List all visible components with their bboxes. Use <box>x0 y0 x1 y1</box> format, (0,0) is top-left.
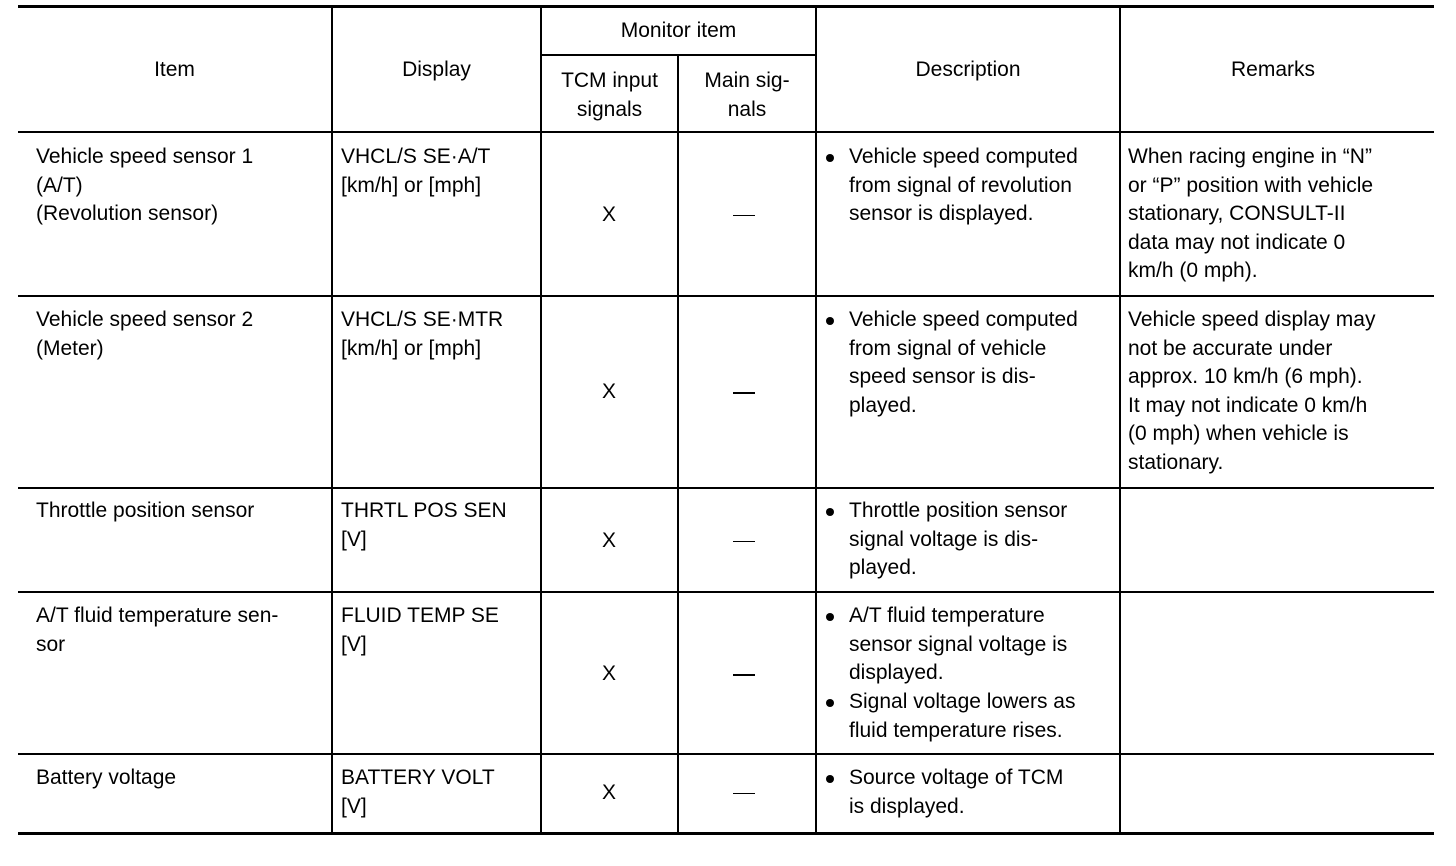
bullet-icon <box>826 699 834 707</box>
description-cell: A/T fluid temperature sensor signal voltage is displayed. <box>849 604 1068 684</box>
description-cell: Signal voltage lowers as fluid temperature rises. <box>849 690 1076 742</box>
column-divider <box>815 5 817 835</box>
description-cell: Vehicle speed computed from signal of vehicle speed sensor is dis- played. <box>849 308 1078 417</box>
tcm-input-mark: X <box>601 529 616 552</box>
tcm-input-mark: X <box>601 781 616 804</box>
item-cell: Vehicle speed sensor 1 (A/T) (Revolution sensor) <box>36 145 254 225</box>
bullet-icon <box>826 613 834 621</box>
display-cell: VHCL/S SE·A/T [km/h] or [mph] <box>341 145 491 197</box>
remarks-cell: When racing engine in “N” or “P” position with vehicle stationary, CONSULT-II data may not indicate 0 km/h (0 mph). <box>1128 145 1374 282</box>
bullet-icon <box>826 508 834 516</box>
column-divider <box>540 5 542 835</box>
column-divider <box>677 54 679 835</box>
row-divider <box>18 295 1434 297</box>
bullet-icon <box>826 317 834 325</box>
header-bottom-border <box>18 131 1434 133</box>
header-item: Item <box>154 58 195 81</box>
header-display: Display <box>402 58 471 81</box>
bullet-icon <box>826 775 834 783</box>
display-cell: THRTL POS SEN [V] <box>341 499 507 551</box>
tcm-input-mark: X <box>601 203 616 226</box>
bullet-icon <box>826 154 834 162</box>
tcm-input-mark: X <box>601 380 616 403</box>
header-monitor-item: Monitor item <box>620 19 737 42</box>
description-cell: Vehicle speed computed from signal of revolution sensor is displayed. <box>849 145 1078 225</box>
header-main-signals: Main sig- nals <box>704 69 790 121</box>
item-cell: Battery voltage <box>36 766 177 789</box>
row-divider <box>18 487 1434 489</box>
remarks-cell: Vehicle speed display may not be accurate under approx. 10 km/h (6 mph). It may not indicate 0 km/h (0 mph) when vehicle is stationary. <box>1128 308 1376 474</box>
description-cell: Source voltage of TCM is displayed. <box>849 766 1064 818</box>
main-signal-dash <box>733 674 755 676</box>
table-top-border <box>18 5 1434 8</box>
row-divider <box>18 591 1434 593</box>
main-signal-dash <box>733 541 755 542</box>
display-cell: FLUID TEMP SE [V] <box>341 604 499 656</box>
tcm-input-mark: X <box>601 662 616 685</box>
item-cell: A/T fluid temperature sen- sor <box>36 604 279 656</box>
main-signal-dash <box>733 215 755 216</box>
table-bottom-border <box>18 832 1434 835</box>
header-description: Description <box>915 58 1021 81</box>
item-cell: Vehicle speed sensor 2 (Meter) <box>36 308 254 360</box>
description-cell: Throttle position sensor signal voltage is dis- played. <box>849 499 1068 579</box>
column-divider <box>331 5 333 835</box>
item-cell: Throttle position sensor <box>36 499 255 522</box>
header-remarks: Remarks <box>1230 58 1315 81</box>
main-signal-dash <box>733 793 755 794</box>
display-cell: BATTERY VOLT [V] <box>341 766 495 818</box>
column-divider <box>1119 5 1121 835</box>
main-signal-dash <box>733 392 755 394</box>
header-tcm-input-signals: TCM input signals <box>561 69 658 121</box>
display-cell: VHCL/S SE·MTR [km/h] or [mph] <box>341 308 504 360</box>
row-divider <box>18 753 1434 755</box>
